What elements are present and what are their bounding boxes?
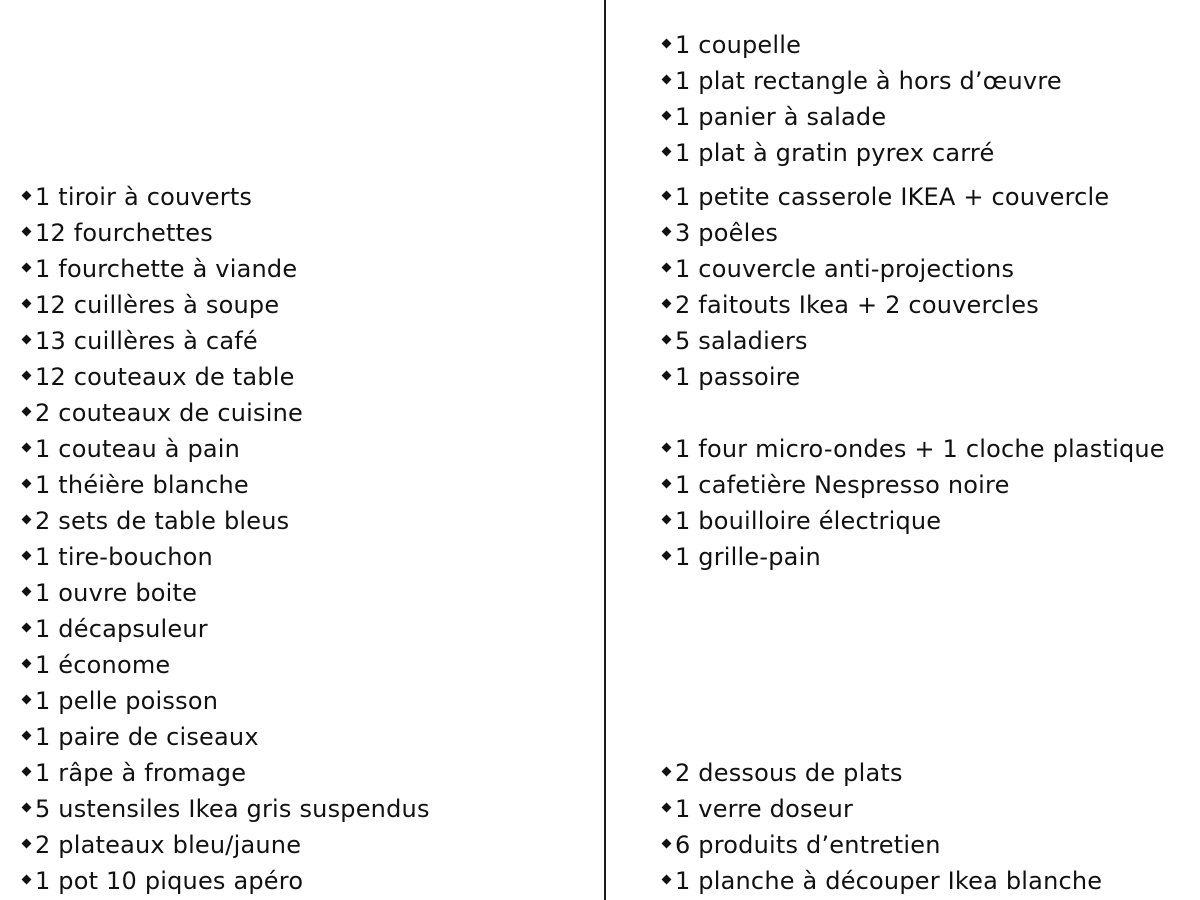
list-item: 1 tiroir à couverts [20,179,252,215]
diamond-bullet-icon [22,622,32,632]
diamond-bullet-icon [22,298,32,308]
list-item: 2 faitouts Ikea + 2 couvercles [660,287,1039,323]
diamond-bullet-icon [662,766,672,776]
list-item: 1 tire-bouchon [20,539,213,575]
diamond-bullet-icon [662,298,672,308]
diamond-bullet-icon [22,658,32,668]
list-item: 12 couteaux de table [20,359,295,395]
list-item: 1 pot 10 piques apéro [20,863,303,899]
diamond-bullet-icon [662,874,672,884]
list-item: 1 coupelle [660,27,801,63]
list-item: 1 pelle poisson [20,683,218,719]
diamond-bullet-icon [22,262,32,272]
diamond-bullet-icon [22,226,32,236]
list-item: 2 plateaux bleu/jaune [20,827,301,863]
list-item: 1 passoire [660,359,800,395]
list-item: 1 ouvre boite [20,575,197,611]
diamond-bullet-icon [22,586,32,596]
diamond-bullet-icon [22,730,32,740]
diamond-bullet-icon [22,370,32,380]
list-item: 1 verre doseur [660,791,853,827]
diamond-bullet-icon [22,766,32,776]
list-item: 1 décapsuleur [20,611,208,647]
list-item: 1 petite casserole IKEA + couvercle [660,179,1109,215]
diamond-bullet-icon [662,74,672,84]
list-item: 1 grille-pain [660,539,821,575]
list-item: 1 couteau à pain [20,431,240,467]
list-item: 13 cuillères à café [20,323,258,359]
diamond-bullet-icon [22,406,32,416]
diamond-bullet-icon [662,110,672,120]
diamond-bullet-icon [22,874,32,884]
diamond-bullet-icon [662,370,672,380]
list-item: 1 four micro-ondes + 1 cloche plastique [660,431,1165,467]
diamond-bullet-icon [662,190,672,200]
list-item: 12 cuillères à soupe [20,287,279,323]
list-item: 1 paire de ciseaux [20,719,259,755]
list-item: 1 bouilloire électrique [660,503,941,539]
left-column [20,0,580,900]
diamond-bullet-icon [662,550,672,560]
list-item: 6 produits d’entretien [660,827,941,863]
list-item: 1 économe [20,647,170,683]
diamond-bullet-icon [22,802,32,812]
right-column [660,0,1200,900]
list-item: 3 poêles [660,215,778,251]
diamond-bullet-icon [662,38,672,48]
diamond-bullet-icon [22,514,32,524]
list-item: 2 couteaux de cuisine [20,395,303,431]
diamond-bullet-icon [662,802,672,812]
list-item: 2 sets de table bleus [20,503,289,539]
list-item: 5 ustensiles Ikea gris suspendus [20,791,430,827]
diamond-bullet-icon [662,838,672,848]
diamond-bullet-icon [22,838,32,848]
list-item: 1 théière blanche [20,467,249,503]
diamond-bullet-icon [662,226,672,236]
diamond-bullet-icon [22,334,32,344]
diamond-bullet-icon [22,550,32,560]
diamond-bullet-icon [662,478,672,488]
list-item: 1 planche à découper Ikea blanche [660,863,1102,899]
diamond-bullet-icon [662,514,672,524]
list-item: 1 plat à gratin pyrex carré [660,135,994,171]
diamond-bullet-icon [662,146,672,156]
list-item: 1 cafetière Nespresso noire [660,467,1010,503]
diamond-bullet-icon [22,190,32,200]
list-item: 1 râpe à fromage [20,755,246,791]
diamond-bullet-icon [662,334,672,344]
column-divider [604,0,606,900]
diamond-bullet-icon [22,478,32,488]
list-item: 1 plat rectangle à hors d’œuvre [660,63,1062,99]
diamond-bullet-icon [22,442,32,452]
list-item: 1 fourchette à viande [20,251,297,287]
list-item: 1 couvercle anti-projections [660,251,1014,287]
list-item: 12 fourchettes [20,215,213,251]
list-item: 5 saladiers [660,323,808,359]
diamond-bullet-icon [662,262,672,272]
list-item: 1 panier à salade [660,99,886,135]
diamond-bullet-icon [22,694,32,704]
diamond-bullet-icon [662,442,672,452]
list-item: 2 dessous de plats [660,755,903,791]
